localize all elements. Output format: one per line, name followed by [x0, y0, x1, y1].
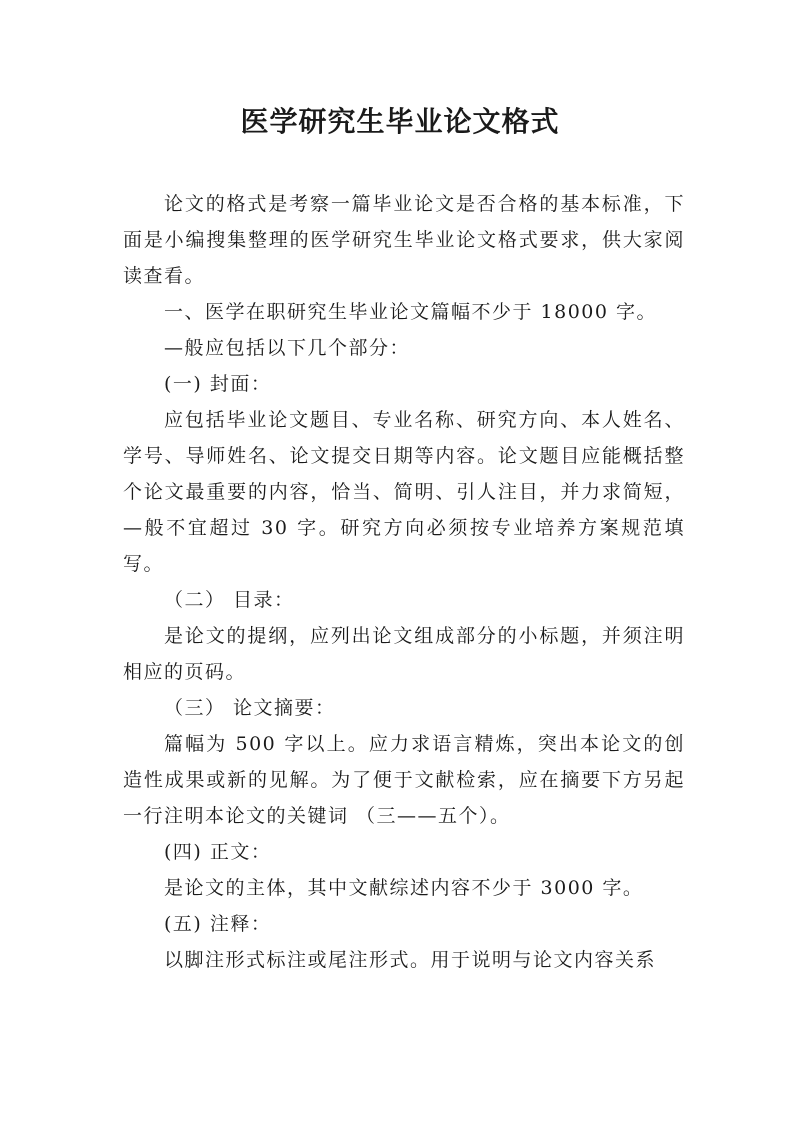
- length-requirement-paragraph: 一、医学在职研究生毕业论文篇幅不少于 18000 字。: [164, 301, 658, 323]
- section-heading-toc: （二） 目录：: [164, 589, 295, 611]
- cover-description-paragraph: 应包括毕业论文题目、专业名称、研究方向、本人姓名、学号、导师姓名、论文提交日期等内容。论文题目应能概括整个论文最重要的内容，恰当、简明、引人注目，并力求简短，—般不宜超过 30 字。研究方向必须按专业培养方案规范填写。: [123, 409, 685, 575]
- main-text-description-paragraph: 是论文的主体，其中文献综述内容不少于 3000 字。: [164, 877, 644, 899]
- section-heading-main-text: (四) 正文：: [164, 841, 272, 863]
- intro-paragraph: 论文的格式是考察一篇毕业论文是否合格的基本标准，下面是小编搜集整理的医学研究生毕业论文格式要求，供大家阅读查看。: [123, 193, 685, 287]
- notes-description-paragraph: 以脚注形式标注或尾注形式。用于说明与论文内容关系: [164, 949, 657, 971]
- section-heading-notes: (五) 注释：: [164, 913, 272, 935]
- sections-intro-paragraph: —般应包括以下几个部分：: [164, 337, 411, 359]
- document-body: [123, 186, 685, 978]
- section-heading-abstract: （三） 论文摘要：: [164, 697, 336, 719]
- document-title: 医学研究生毕业论文格式: [240, 105, 560, 138]
- toc-description-paragraph: 是论文的提纲，应列出论文组成部分的小标题，并须注明相应的页码。: [123, 625, 685, 683]
- abstract-description-paragraph: 篇幅为 500 字以上。应力求语言精炼，突出本论文的创造性成果或新的见解。为了便于文献检索，应在摘要下方另起一行注明本论文的关键词 （三——五个）。: [123, 733, 685, 827]
- section-heading-cover: (一) 封面：: [164, 373, 272, 395]
